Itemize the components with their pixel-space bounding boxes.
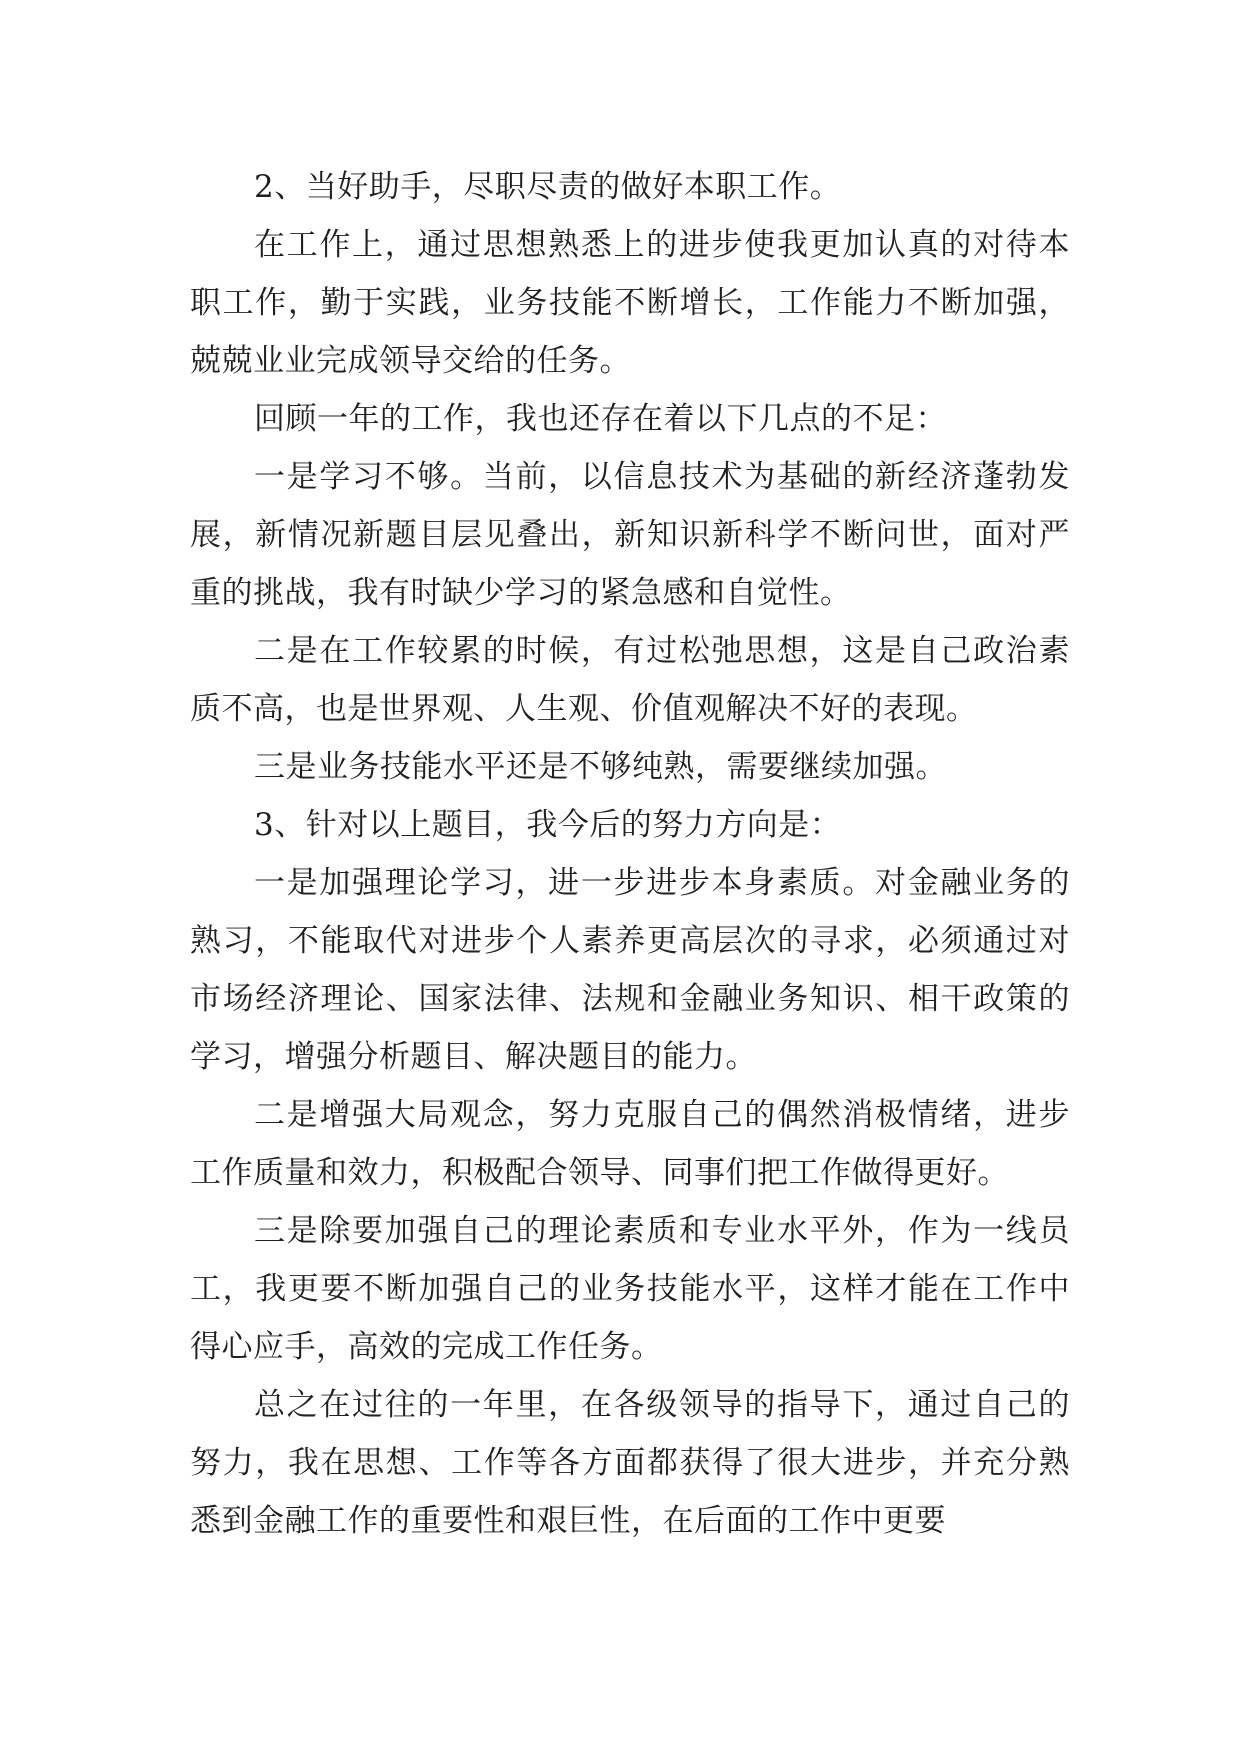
paragraph-section-3-heading: 3、针对以上题目，我今后的努力方向是： xyxy=(254,807,842,843)
paragraph-shortcoming-3: 三是业务技能水平还是不够纯熟，需要继续加强。 xyxy=(254,749,947,785)
paragraph-improvement-3: 三是除要加强自己的理论素质和专业水平外，作为一线员工，我更要不断加强自己的业务技能水平，这样才能在工作中得心应手，高效的完成工作任务。 xyxy=(190,1213,1070,1365)
paragraph-work-progress: 在工作上，通过思想熟悉上的进步使我更加认真的对待本职工作，勤于实践，业务技能不断增长，工作能力不断加强，兢兢业业完成领导交给的任务。 xyxy=(190,227,1070,379)
paragraph-improvement-1: 一是加强理论学习，进一步进步本身素质。对金融业务的熟习，不能取代对进步个人素养更高层次的寻求，必须通过对市场经济理论、国家法律、法规和金融业务知识、相干政策的学习，增强分析题目、解决题目的能力。 xyxy=(190,865,1070,1075)
paragraph-conclusion: 总之在过往的一年里，在各级领导的指导下，通过自己的努力，我在思想、工作等各方面都获得了很大进步，并充分熟悉到金融工作的重要性和艰巨性，在后面的工作中更要 xyxy=(190,1387,1070,1539)
paragraph-improvement-2: 二是增强大局观念，努力克服自己的偶然消极情绪，进步工作质量和效力，积极配合领导、同事们把工作做得更好。 xyxy=(190,1097,1070,1191)
document-body xyxy=(190,158,1070,1550)
paragraph-shortcoming-2: 二是在工作较累的时候，有过松弛思想，这是自己政治素质不高，也是世界观、人生观、价值观解决不好的表现。 xyxy=(190,633,1070,727)
paragraph-shortcoming-1: 一是学习不够。当前，以信息技术为基础的新经济蓬勃发展，新情况新题目层见叠出，新知识新科学不断问世，面对严重的挑战，我有时缺少学习的紧急感和自觉性。 xyxy=(190,459,1070,611)
paragraph-shortcomings-intro: 回顾一年的工作，我也还存在着以下几点的不足： xyxy=(254,401,947,437)
paragraph-section-2-heading: 2、当好助手，尽职尽责的做好本职工作。 xyxy=(254,169,842,205)
